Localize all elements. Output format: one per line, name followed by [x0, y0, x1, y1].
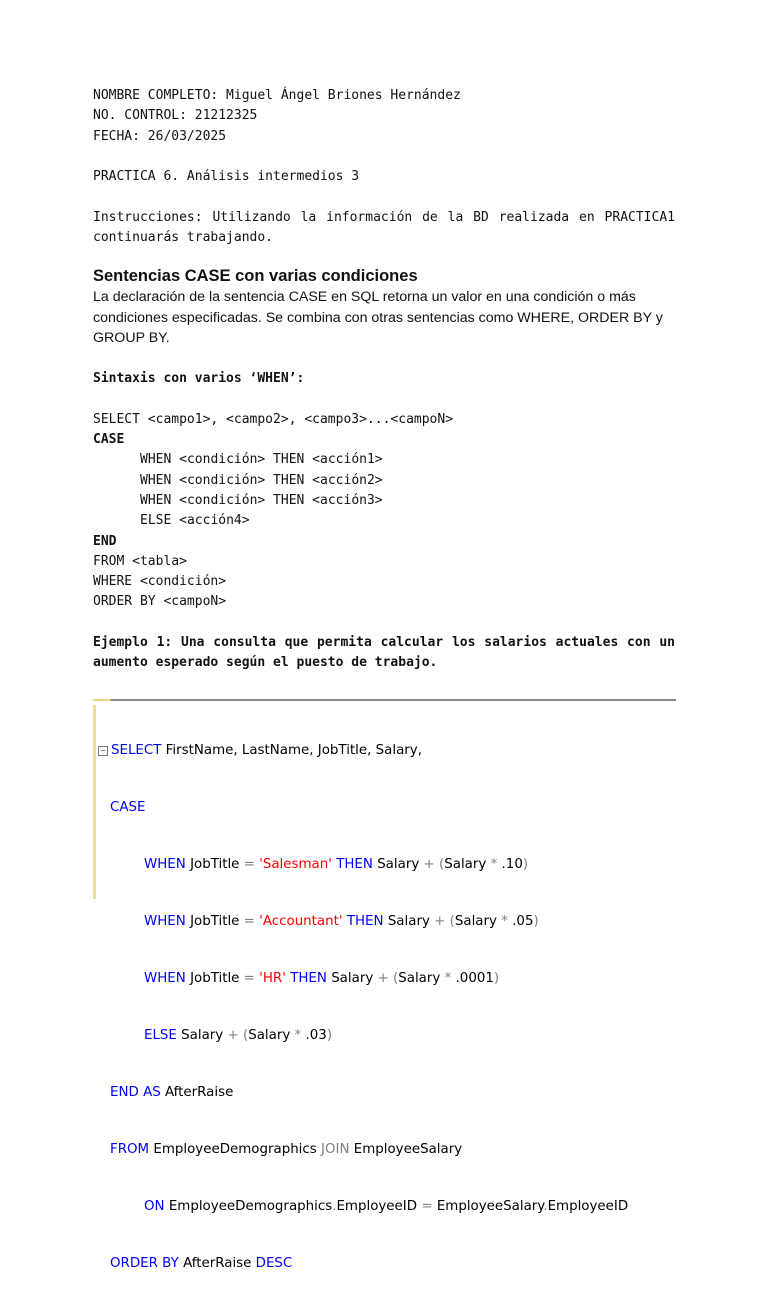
syntax-else-line: ELSE <acción4>	[140, 513, 250, 529]
editor-change-gutter	[93, 705, 96, 899]
section-description: La declaración de la sentencia CASE en SQL retorna un valor en una condición o más condiciones especificadas. Se combina con otras sentencias como WHERE, ORDER BY y GROUP BY.	[93, 289, 663, 347]
document-page	[93, 86, 675, 674]
code-line-order-by: ORDER BY AfterRaise DESC	[110, 1256, 293, 1271]
collapse-minus-icon[interactable]: −	[99, 746, 107, 755]
editor-top-border	[93, 699, 676, 701]
code-line-from: FROM EmployeeDemographics JOIN EmployeeSalary	[110, 1142, 463, 1157]
code-line-on: ON EmployeeDemographics.EmployeeID = EmployeeSalary.EmployeeID	[144, 1199, 629, 1214]
syntax-when-line-2: WHEN <condición> THEN <acción2>	[140, 472, 383, 488]
code-line-select: − SELECT FirstName, LastName, JobTitle, Salary,	[99, 743, 422, 758]
code-line-end: END AS AfterRaise	[110, 1085, 234, 1100]
syntax-when-line-1: WHEN <condición> THEN <acción1>	[140, 452, 383, 468]
syntax-where-line: WHERE <condición>	[93, 574, 227, 590]
control-number-line: NO. CONTROL: 21212325	[93, 108, 258, 124]
code-line-case: CASE	[110, 800, 146, 815]
name-line: NOMBRE COMPLETO: Miguel Ángel Briones Hernández	[93, 88, 461, 103]
practice-title: PRACTICA 6. Análisis intermedios 3	[93, 169, 360, 185]
example-description: Ejemplo 1: Una consulta que permita calcular los salarios actuales con un aumento esperado según el puesto de trabajo.	[93, 635, 675, 671]
syntax-when-line-3: WHEN <condición> THEN <acción3>	[140, 492, 383, 508]
code-line-when-accountant: WHEN JobTitle = 'Accountant' THEN Salary + (Salary * .05)	[144, 914, 539, 929]
syntax-case-line: CASE	[93, 432, 125, 448]
section-heading: Sentencias CASE con varias condiciones	[93, 267, 418, 286]
code-line-else: ELSE Salary + (Salary * .03)	[144, 1028, 333, 1043]
instructions-paragraph: Instrucciones: Utilizando la información de la BD realizada en PRACTICA1 continuarás trabajando.	[93, 209, 675, 246]
code-line-when-hr: WHEN JobTitle = 'HR' THEN Salary + (Salary * .0001)	[144, 971, 500, 986]
syntax-from-line: FROM <tabla>	[93, 553, 187, 569]
sql-code-block	[98, 703, 628, 1311]
syntax-select-line: SELECT <campo1>, <campo2>, <campo3>...<campoN>	[93, 411, 454, 427]
sql-code-screenshot	[93, 699, 676, 1271]
date-line: FECHA: 26/03/2025	[93, 128, 227, 144]
code-line-when-salesman: WHEN JobTitle = 'Salesman' THEN Salary + (Salary * .10)	[144, 857, 529, 872]
syntax-end-line: END	[93, 533, 117, 549]
syntax-order-line: ORDER BY <campoN>	[93, 594, 227, 610]
syntax-heading: Sintaxis con varios ‘WHEN’:	[93, 371, 305, 387]
